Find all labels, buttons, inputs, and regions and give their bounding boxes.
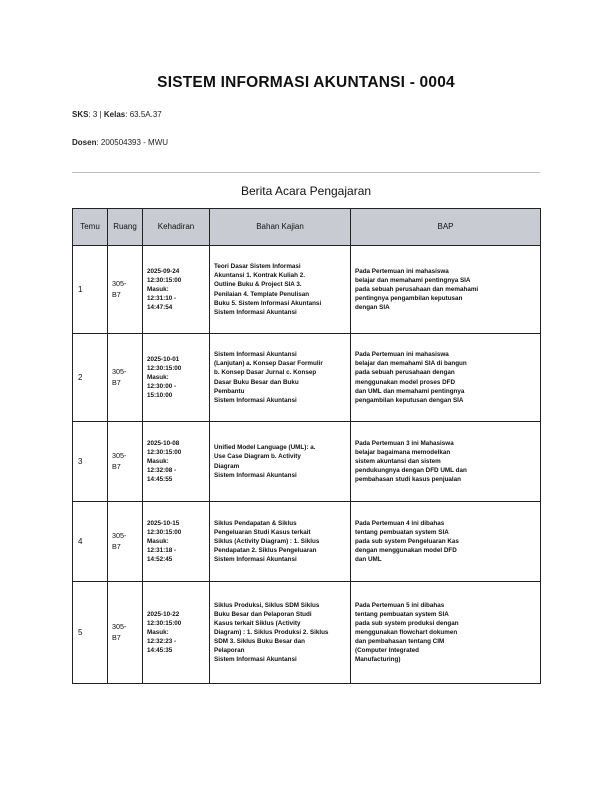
cell-temu: 5 xyxy=(73,582,108,684)
cell-temu: 3 xyxy=(73,422,108,502)
ruang-line: B7 xyxy=(112,377,121,387)
cell-bahan-kajian xyxy=(210,502,351,582)
bap-line: menggunakan flowchart dokumen xyxy=(355,628,458,636)
kehadiran-line: 2025-09-24 xyxy=(147,267,180,275)
ruang-line: 305- xyxy=(112,366,127,376)
kehadiran-line: 12:31:18 - xyxy=(147,547,177,555)
ruang-line: 305- xyxy=(112,621,127,631)
table-row xyxy=(73,334,541,422)
bahan-line: Sistem Informasi Akuntansi xyxy=(214,396,297,404)
bahan-line: Diagram) : 1. Siklus Produksi 2. Siklus xyxy=(214,628,329,636)
kehadiran-line: 12:32:23 - xyxy=(147,638,177,646)
bahan-line: Buku 5. Sistem Informasi Akuntansi xyxy=(214,299,322,307)
bahan-line: Pendapatan 2. Siklus Pengeluaran xyxy=(214,547,317,555)
bap-line: dan UML xyxy=(355,556,382,564)
cell-bap xyxy=(351,422,541,502)
bap-line: tentang pembuatan system SIA xyxy=(355,610,449,618)
dosen-label: Dosen xyxy=(72,138,97,147)
header-temu: Temu xyxy=(73,209,108,246)
bap-line: pada sub system produksi dengan xyxy=(355,619,459,627)
section-title: Berita Acara Pengajaran xyxy=(240,184,372,198)
ruang-line: 305- xyxy=(112,278,127,288)
bahan-line: Buku Besar dan Pelaporan Studi xyxy=(214,610,312,618)
bap-line: tentang pembuatan system SIA xyxy=(355,528,449,536)
bahan-line: Pengeluaran Studi Kasus terkait xyxy=(214,528,311,536)
lecturer-info xyxy=(72,138,168,147)
bap-line: dengan SIA xyxy=(355,304,390,312)
cell-temu: 4 xyxy=(73,502,108,582)
cell-ruang xyxy=(108,334,143,422)
bap-line: pada sebuah perusahaan dan memahami xyxy=(355,285,479,293)
cell-temu: 2 xyxy=(73,334,108,422)
ruang-line: B7 xyxy=(112,461,121,471)
kehadiran-line: Masuk: xyxy=(147,373,169,381)
divider xyxy=(72,172,540,173)
header-kehadiran: Kehadiran xyxy=(143,209,210,246)
kehadiran-line: 14:47:54 xyxy=(147,304,173,312)
dosen-value: : 200504393 - MWU xyxy=(96,138,169,147)
cell-ruang xyxy=(108,502,143,582)
cell-kehadiran xyxy=(143,502,210,582)
header-ruang: Ruang xyxy=(108,209,143,246)
kehadiran-line: 14:52:45 xyxy=(147,556,173,564)
bap-line: dan UML dan memahami pentingnya xyxy=(355,387,465,395)
cell-bahan-kajian xyxy=(210,422,351,502)
kehadiran-line: 12:30:15:00 xyxy=(147,619,182,627)
bap-line: sistem akuntansi dan sistem xyxy=(355,457,441,465)
bahan-line: SDM 3. Siklus Buku Besar dan xyxy=(214,638,305,646)
bap-line: belajar dan memahami SIA di bangun xyxy=(355,360,467,368)
cell-bap xyxy=(351,334,541,422)
bahan-line: Dasar Buku Besar dan Buku xyxy=(214,378,299,386)
bap-line: menggunakan model proses DFD xyxy=(355,378,456,386)
bap-line: pentingnya pengambilan keputusan xyxy=(355,295,463,303)
cell-bahan-kajian xyxy=(210,246,351,334)
bahan-line: Siklus Pendapatan & Siklus xyxy=(214,519,297,527)
kehadiran-line: 2025-10-22 xyxy=(147,610,180,618)
bap-line: belajar bagaimana memodelkan xyxy=(355,448,451,456)
cell-bap xyxy=(351,502,541,582)
cell-kehadiran xyxy=(143,422,210,502)
kehadiran-line: 12:30:15:00 xyxy=(147,448,182,456)
bap-line: (Computer Integrated xyxy=(355,647,420,655)
cell-kehadiran xyxy=(143,582,210,684)
cell-ruang xyxy=(108,246,143,334)
document-title: SISTEM INFORMASI AKUNTANSI - 0004 xyxy=(157,74,455,91)
kehadiran-line: 12:32:08 - xyxy=(147,467,177,475)
bahan-line: Penilaian 4. Template Penulisan xyxy=(214,290,310,298)
table-row xyxy=(73,246,541,334)
kehadiran-line: 12:30:15:00 xyxy=(147,528,182,536)
bahan-line: b. Konsep Dasar Jurnal c. Konsep xyxy=(214,369,317,377)
cell-bahan-kajian xyxy=(210,334,351,422)
table-header-row xyxy=(73,209,541,246)
kehadiran-line: 2025-10-01 xyxy=(147,355,180,363)
bahan-line: Outline Buku & Project SIA 3. xyxy=(214,281,302,289)
kehadiran-line: 2025-10-08 xyxy=(147,439,180,447)
bahan-line: Use Case Diagram b. Activity xyxy=(214,453,301,461)
kelas-value: : 63.5A.37 xyxy=(125,110,162,119)
header-bap: BAP xyxy=(351,209,541,246)
bap-line: pengambilan keputusan dengan SIA xyxy=(355,396,464,404)
bahan-line: Diagram xyxy=(214,462,240,470)
kehadiran-line: 12:30:15:00 xyxy=(147,276,182,284)
bahan-line: Siklus (Activity Diagram) : 1. Siklus xyxy=(214,537,320,545)
kehadiran-line: Masuk: xyxy=(147,628,169,636)
kelas-label: Kelas xyxy=(103,110,126,119)
ruang-line: 305- xyxy=(112,450,127,460)
cell-ruang xyxy=(108,422,143,502)
kehadiran-line: 12:30:00 - xyxy=(147,383,177,391)
course-info: SKS: 3 | Kelas: 63.5A.37 xyxy=(72,110,162,119)
kehadiran-line: 14:45:35 xyxy=(147,647,173,655)
cell-bahan-kajian xyxy=(210,582,351,684)
bahan-line: Siklus Produksi, Siklus SDM Siklus xyxy=(214,601,320,609)
bahan-line: Pelaporan xyxy=(214,647,245,655)
ruang-line: B7 xyxy=(112,541,121,551)
bahan-line: Akuntansi 1. Kontrak Kuliah 2. xyxy=(214,272,305,280)
bap-line: Pada Pertemuan ini mahasiswa xyxy=(355,351,449,359)
teaching-record-table xyxy=(72,208,541,684)
bap-line: pada sub system Pengeluaran Kas xyxy=(355,537,459,545)
bahan-line: Sistem Informasi Akuntansi xyxy=(214,556,297,564)
bap-line: pada sebuah perusahaan dengan xyxy=(355,369,455,377)
bap-line: dan pembahasan tentang CIM xyxy=(355,638,445,646)
bap-line: belajar dan memahami pentingnya SIA xyxy=(355,276,471,284)
bap-line: pendukungnya dengan DFD UML dan xyxy=(355,467,467,475)
ruang-line: B7 xyxy=(112,632,121,642)
bap-line: Pada Pertemuan 3 ini Mahasiswa xyxy=(355,439,454,447)
bahan-line: Pembantu xyxy=(214,387,245,395)
cell-kehadiran xyxy=(143,334,210,422)
kehadiran-line: 12:31:10 - xyxy=(147,295,177,303)
table-row xyxy=(73,502,541,582)
kehadiran-line: Masuk: xyxy=(147,285,169,293)
kehadiran-line: 12:30:15:00 xyxy=(147,364,182,372)
cell-temu: 1 xyxy=(73,246,108,334)
bap-line: Pada Pertemuan 5 ini dibahas xyxy=(355,601,445,609)
bap-line: dengan menggunakan model DFD xyxy=(355,547,457,555)
sks-value: : 3 xyxy=(88,110,98,119)
bahan-line: Sistem Informasi Akuntansi xyxy=(214,656,297,664)
kehadiran-line: Masuk: xyxy=(147,457,169,465)
cell-bap xyxy=(351,246,541,334)
bahan-line: Kasus terkait Siklus (Activity xyxy=(214,619,301,627)
bap-line: Pada Pertemuan 4 ini dibahas xyxy=(355,519,445,527)
bahan-line: Teori Dasar Sistem Informasi xyxy=(214,263,301,271)
bap-line: pembahasan studi kasus penjualan xyxy=(355,476,462,484)
ruang-line: B7 xyxy=(112,289,121,299)
cell-ruang xyxy=(108,582,143,684)
bahan-line: Sistem Informasi Akuntansi xyxy=(214,308,297,316)
kehadiran-line: 14:45:55 xyxy=(147,476,173,484)
bap-line: Pada Pertemuan ini mahasiswa xyxy=(355,267,449,275)
bahan-line: Unified Model Language (UML): a. xyxy=(214,444,316,452)
kehadiran-line: Masuk: xyxy=(147,537,169,545)
bahan-line: Sistem Informasi Akuntansi xyxy=(214,351,297,359)
table-row xyxy=(73,422,541,502)
table-row xyxy=(73,582,541,684)
cell-kehadiran xyxy=(143,246,210,334)
sks-label: SKS xyxy=(72,110,89,119)
bahan-line: (Lanjutan) a. Konsep Dasar Formulir xyxy=(214,360,323,368)
ruang-line: 305- xyxy=(112,530,127,540)
bahan-line: Sistem Informasi Akuntansi xyxy=(214,471,297,479)
cell-bap xyxy=(351,582,541,684)
kehadiran-line: 2025-10-15 xyxy=(147,519,180,527)
bap-line: Manufacturing) xyxy=(355,656,401,664)
kehadiran-line: 15:10:00 xyxy=(147,392,173,400)
header-bahan-kajian: Bahan Kajian xyxy=(210,209,351,246)
